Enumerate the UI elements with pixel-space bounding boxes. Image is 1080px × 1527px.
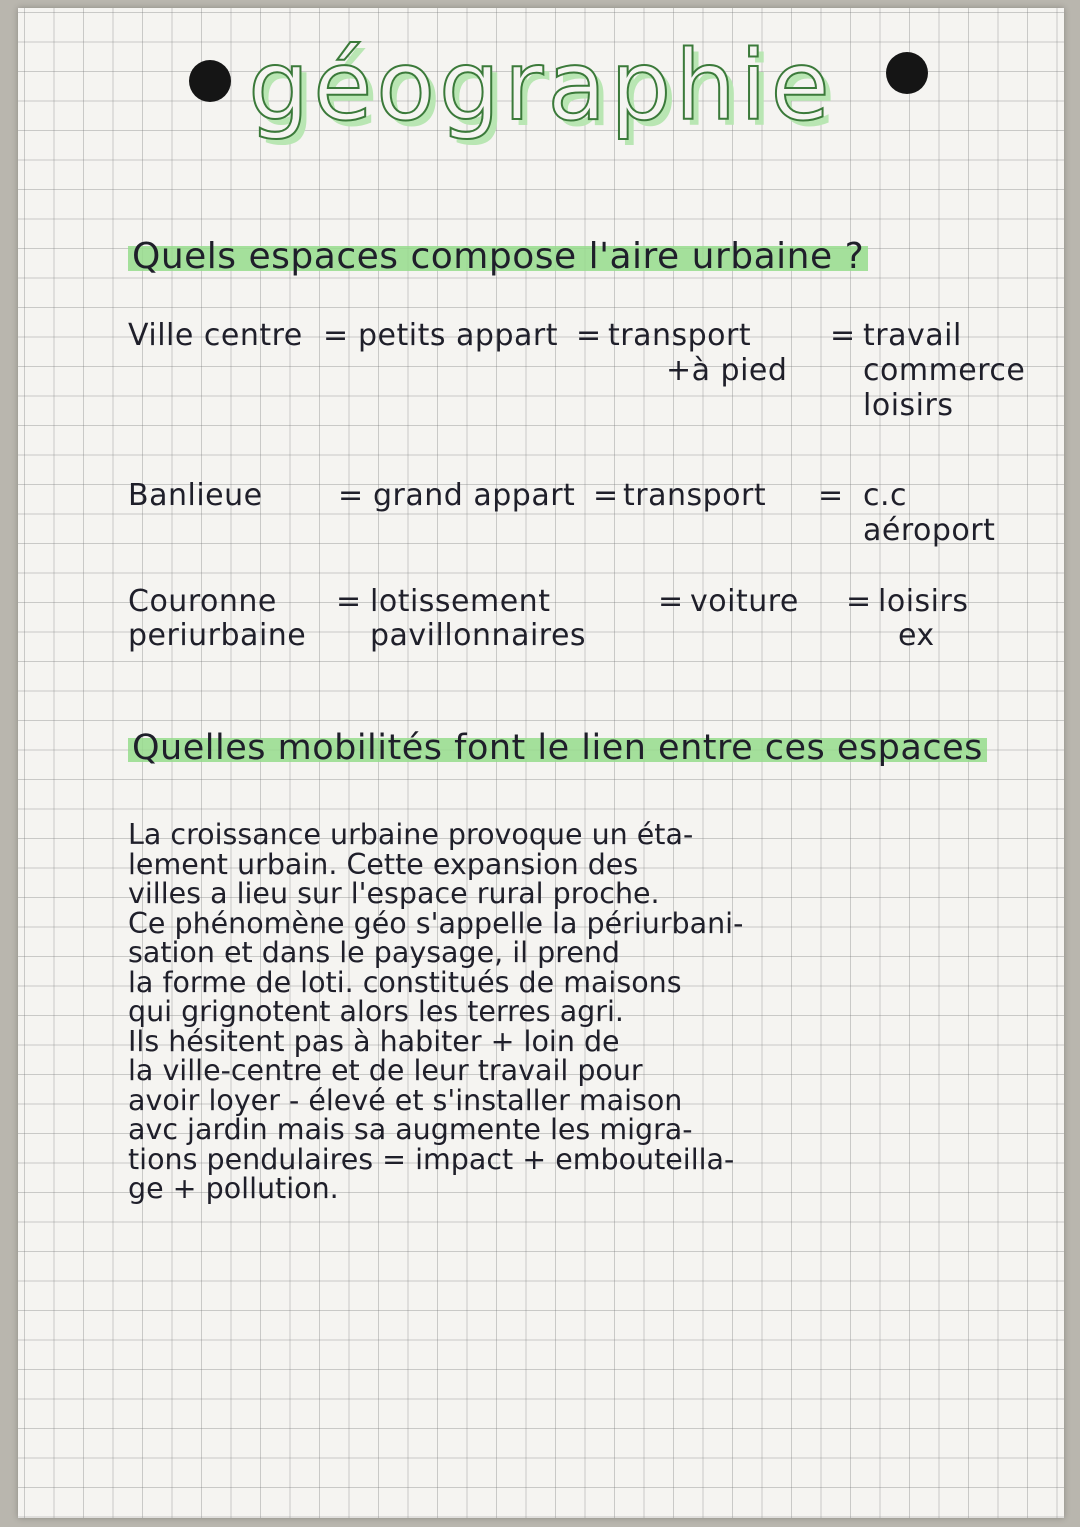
- text-line: qui grignotent alors les terres agri.: [128, 995, 624, 1028]
- notebook-page: [18, 8, 1064, 1518]
- row-couronne-activity: loisirs: [878, 584, 969, 619]
- separator: =: [323, 318, 349, 353]
- page-title: géographie: [248, 30, 834, 142]
- text-line: sation et dans le paysage, il prend: [128, 936, 621, 969]
- row-couronne-label2: periurbaine: [128, 618, 307, 653]
- row-banlieue-transport: transport: [623, 478, 767, 513]
- text-line: La croissance urbaine provoque un éta-: [128, 818, 694, 851]
- separator: =: [593, 478, 619, 513]
- separator: =: [338, 478, 364, 513]
- question-mobilites: Quelles mobilités font le lien entre ces espaces: [128, 728, 987, 768]
- text-line: lement urbain. Cette expansion des: [128, 847, 639, 881]
- row-ville-centre-activity: commerce: [863, 353, 1026, 388]
- separator: =: [830, 318, 856, 353]
- question-espaces: Quels espaces compose l'aire urbaine ?: [128, 236, 868, 277]
- row-banlieue-housing: grand appart: [373, 478, 576, 513]
- row-couronne-housing2: pavillonnaires: [370, 618, 587, 653]
- row-ville-centre-transport-note: +à pied: [666, 353, 788, 388]
- separator: =: [336, 584, 362, 619]
- text-line: villes a lieu sur l'espace rural proche.: [128, 877, 660, 910]
- text-line: Ce phénomène géo s'appelle la périurbani-: [128, 906, 744, 940]
- text-line: la ville-centre et de leur travail pour: [128, 1054, 643, 1087]
- row-couronne-housing: lotissement: [370, 584, 551, 619]
- row-banlieue-activity: aéroport: [863, 513, 996, 548]
- row-ville-centre-activity: travail: [863, 318, 962, 353]
- separator: =: [576, 318, 602, 353]
- text-line: tions pendulaires = impact + embouteilla-: [128, 1142, 735, 1176]
- paragraph-periurbanisation: [128, 820, 1008, 1204]
- row-banlieue-label: Banlieue: [128, 478, 263, 513]
- row-ville-centre-activity: loisirs: [863, 388, 954, 423]
- row-couronne-label: Couronne: [128, 584, 277, 619]
- text-line: ge + pollution.: [128, 1172, 339, 1205]
- text-line: la forme de loti. constitués de maisons: [128, 965, 682, 999]
- row-ville-centre-label: Ville centre: [128, 318, 303, 353]
- row-ville-centre-housing: petits appart: [358, 318, 558, 353]
- row-couronne-activity: ex: [898, 618, 935, 653]
- text-line: Ils hésitent pas à habiter + loin de: [128, 1024, 620, 1058]
- separator: =: [658, 584, 684, 619]
- row-banlieue-activity: c.c: [863, 478, 908, 513]
- separator: =: [846, 584, 872, 619]
- text-line: avoir loyer - élevé et s'installer maison: [128, 1083, 683, 1117]
- row-couronne-transport: voiture: [690, 584, 799, 619]
- separator: =: [818, 478, 844, 513]
- text-line: avc jardin mais sa augmente les migra-: [128, 1113, 693, 1146]
- row-ville-centre-transport: transport: [608, 318, 752, 353]
